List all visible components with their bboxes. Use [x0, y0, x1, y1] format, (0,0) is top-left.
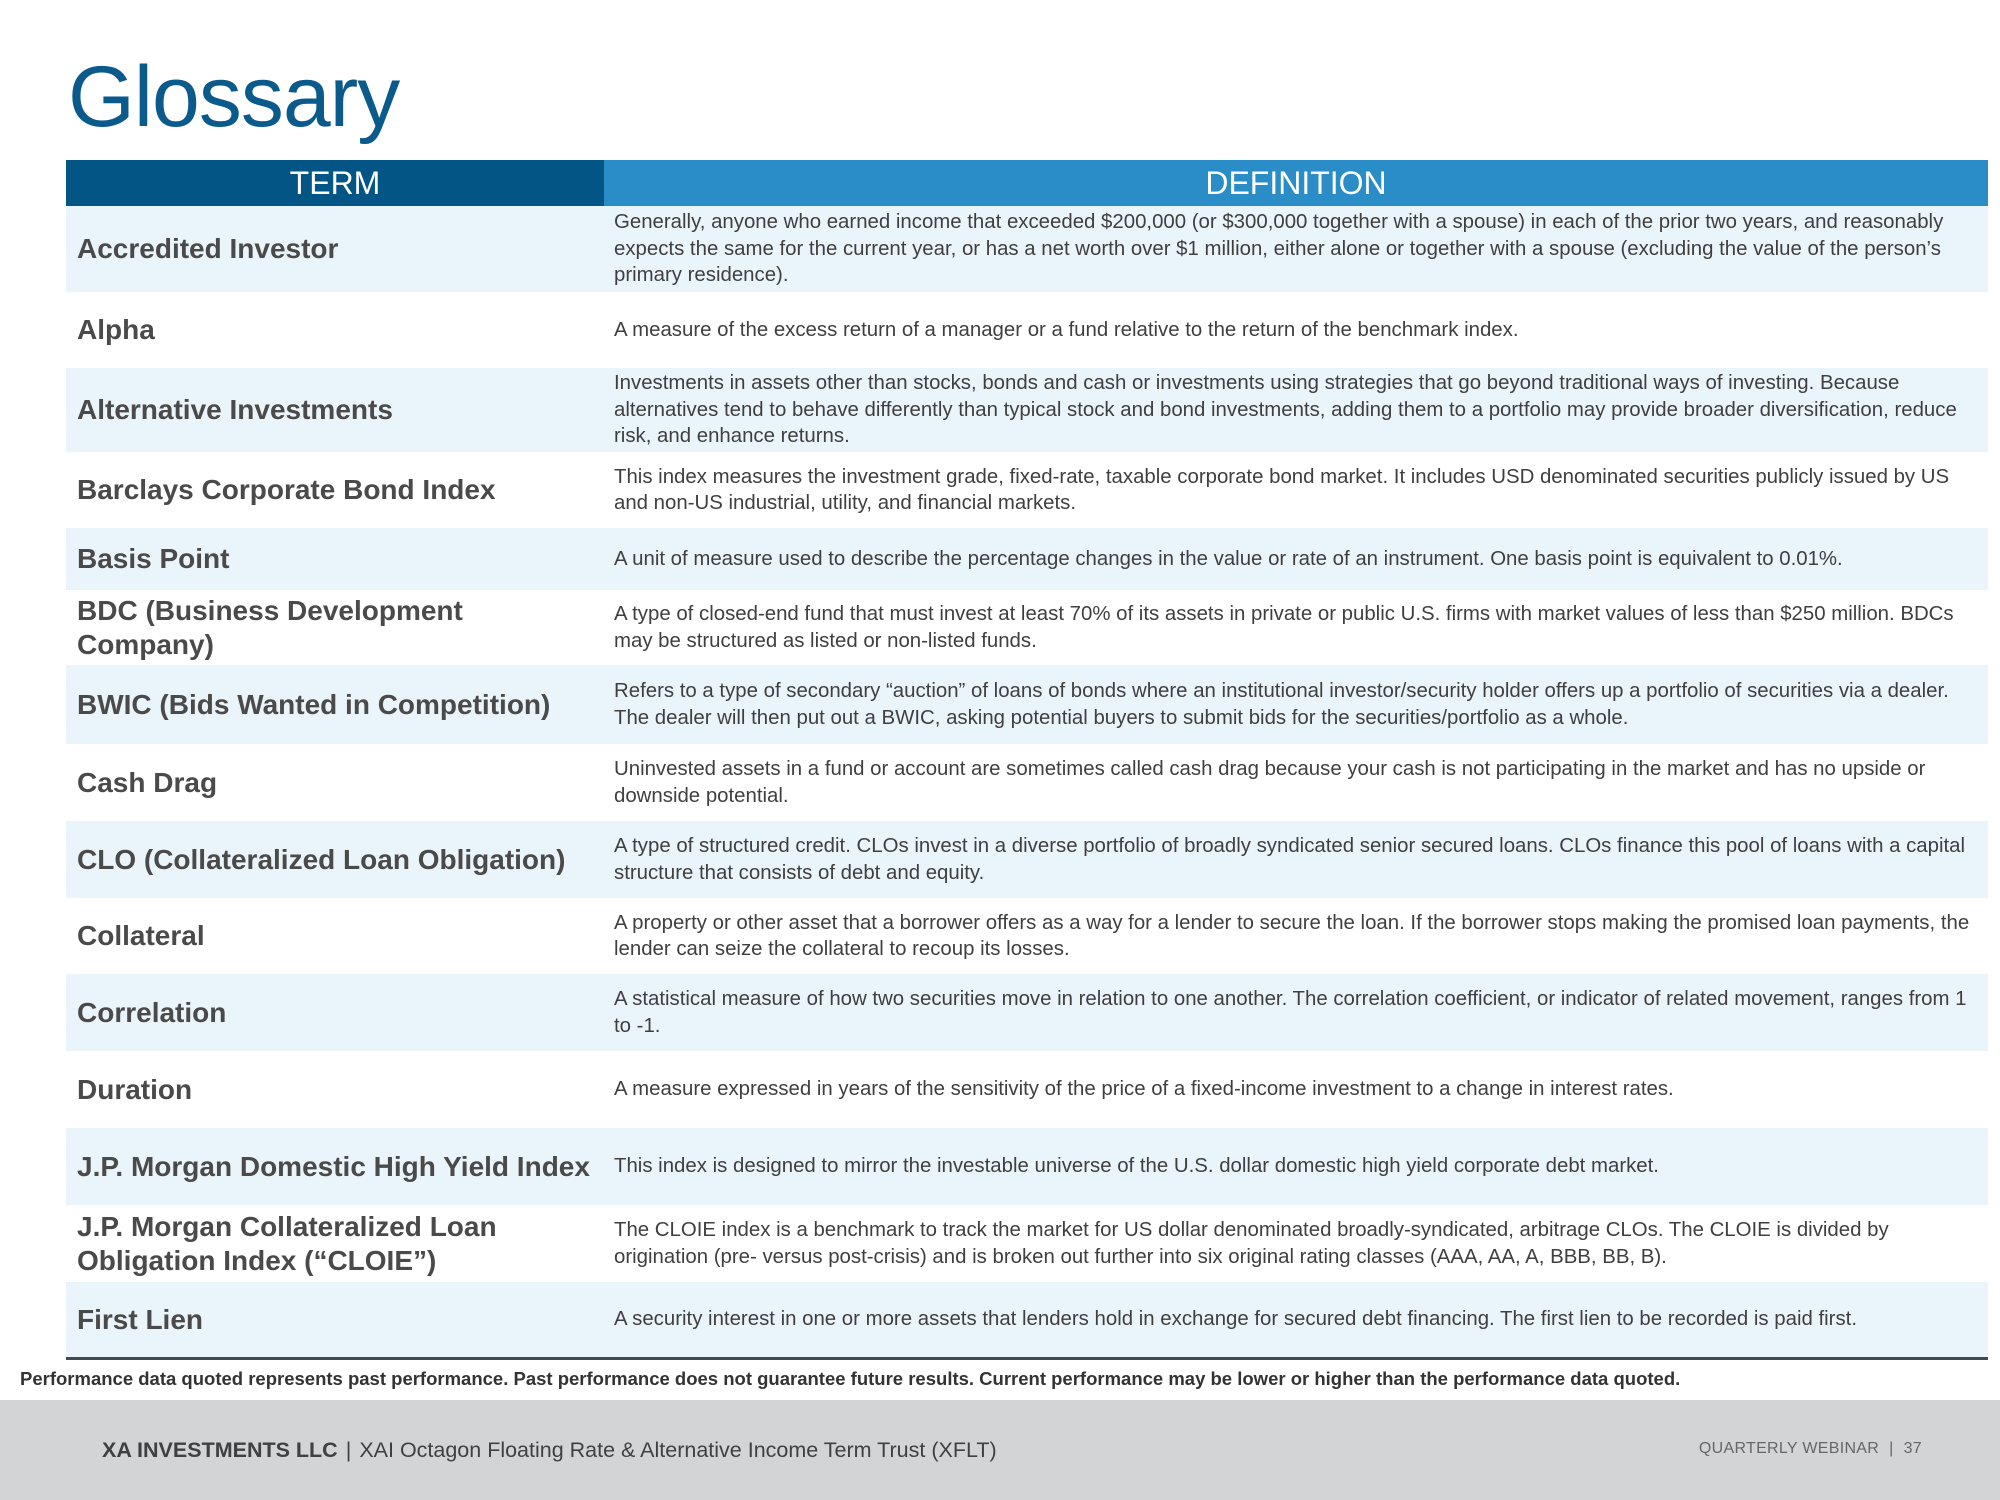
- term-cell: Accredited Investor: [77, 233, 339, 264]
- definition-cell: A property or other asset that a borrower offers as a way for a lender to secure the loan. If the borrower stops making the promised loan payments, the lender can seize the collateral to recoup its losses.: [614, 911, 1970, 960]
- term-cell: Cash Drag: [77, 766, 218, 798]
- term-cell: J.P. Morgan Collateralized Loan Obligation Index (“CLOIE”): [77, 1210, 497, 1276]
- footer-right: [1699, 1440, 1922, 1458]
- term-cell: Correlation: [77, 996, 227, 1028]
- table-row: [66, 206, 1988, 292]
- page-title: Glossary: [68, 49, 400, 145]
- header-term: TERM: [66, 160, 604, 206]
- table-row: [66, 974, 1988, 1051]
- definition-cell: Uninvested assets in a fund or account are sometimes called cash drag because your cash is not participating in the market and has no upside or downside potential.: [614, 758, 1926, 807]
- definition-cell: Investments in assets other than stocks, bonds and cash or investments using strategies that go beyond traditional ways of investing. Because alternatives tend to behave differently than typical stock and bond investments, adding them to a portfolio may provide broader diversification, reduce risk, and enhance returns.: [614, 372, 1957, 448]
- definition-cell: A type of closed-end fund that must invest at least 70% of its assets in private or public U.S. firms with market values of less than $250 million. BDCs may be structured as listed or non-listed funds.: [614, 603, 1954, 652]
- table-row: [66, 368, 1988, 452]
- definition-cell: A type of structured credit. CLOs invest in a diverse portfolio of broadly syndicated senior secured loans. CLOs finance this pool of loans with a capital structure that consists of debt and equity.: [614, 835, 1966, 884]
- table-row: [66, 1205, 1988, 1282]
- table-row: [66, 898, 1988, 974]
- term-cell: Barclays Corporate Bond Index: [77, 474, 496, 505]
- performance-disclaimer: Performance data quoted represents past performance. Past performance does not guarantee future results. Current performance may be lower or higher than the performance data quoted.: [20, 1368, 1681, 1389]
- table-row: [66, 528, 1988, 590]
- page-number: 37: [1903, 1440, 1922, 1457]
- table-row: [66, 590, 1988, 665]
- table-row: [66, 1051, 1988, 1128]
- table-header: [66, 160, 1988, 206]
- definition-cell: The CLOIE index is a benchmark to track the market for US dollar denominated broadly-syndicated, arbitrage CLOs. The CLOIE is divided by origination (pre- versus post-crisis) and is broken out further into six original rating classes (AAA, AA, A, BBB, BB, B).: [614, 1219, 1889, 1268]
- definition-cell: This index measures the investment grade, fixed-rate, taxable corporate bond market. It includes USD denominated securities publicly issued by US and non-US industrial, utility, and financial markets.: [614, 465, 1950, 514]
- definition-cell: A security interest in one or more assets that lenders hold in exchange for secured debt financing. The first lien to be recorded is paid first.: [614, 1308, 1857, 1331]
- footer: [0, 1400, 2000, 1500]
- term-cell: Basis Point: [77, 543, 230, 574]
- footer-separator: |: [345, 1438, 352, 1462]
- definition-cell: A statistical measure of how two securities move in relation to one another. The correlation coefficient, or indicator of related movement, ranges from 1 to -1.: [614, 988, 1967, 1037]
- table-row: [66, 1128, 1988, 1205]
- definition-cell: Generally, anyone who earned income that exceeded $200,000 (or $300,000 together with a spouse) in each of the prior two years, and reasonably expects the same for the current year, or has a net worth over $1 million, either alone or together with a spouse (excluding the value of the person’s primary residence).: [614, 211, 1944, 287]
- term-cell: First Lien: [77, 1303, 204, 1335]
- table-row: [66, 1282, 1988, 1357]
- definition-cell: This index is designed to mirror the investable universe of the U.S. dollar domestic high yield corporate debt market.: [614, 1155, 1659, 1178]
- definition-cell: A unit of measure used to describe the percentage changes in the value or rate of an instrument. One basis point is equivalent to 0.01%.: [614, 547, 1843, 570]
- table-row: [66, 292, 1988, 368]
- term-cell: Alpha: [77, 314, 155, 345]
- definition-cell: Refers to a type of secondary “auction” of loans of bonds where an institutional investor/security holder offers up a portfolio of securities via a dealer. The dealer will then put out a BWIC, asking potential buyers to submit bids for the securities/portfolio as a whole.: [614, 680, 1949, 729]
- term-cell: Duration: [77, 1073, 193, 1105]
- footer-separator: |: [1889, 1440, 1894, 1457]
- term-cell: Alternative Investments: [77, 394, 393, 425]
- table-row: [66, 821, 1988, 898]
- definition-cell: A measure of the excess return of a manager or a fund relative to the return of the benchmark index.: [614, 318, 1519, 341]
- term-cell: Collateral: [77, 920, 205, 951]
- term-cell: BWIC (Bids Wanted in Competition): [77, 688, 551, 720]
- glossary-table: [66, 160, 1988, 1360]
- table-row: [66, 744, 1988, 821]
- term-cell: CLO (Collateralized Loan Obligation): [77, 843, 566, 875]
- definition-cell: A measure expressed in years of the sensitivity of the price of a fixed-income investment to a change in interest rates.: [614, 1078, 1674, 1101]
- header-definition: DEFINITION: [604, 160, 1988, 206]
- table-row: [66, 665, 1988, 744]
- term-cell: BDC (Business Development Company): [77, 594, 463, 660]
- footer-left: [102, 1438, 997, 1463]
- table-row: [66, 452, 1988, 528]
- event-label: QUARTERLY WEBINAR: [1698, 1440, 1880, 1457]
- term-cell: J.P. Morgan Domestic High Yield Index: [77, 1150, 590, 1182]
- company-name: XA INVESTMENTS LLC: [102, 1438, 338, 1462]
- fund-name: XAI Octagon Floating Rate & Alternative Income Term Trust (XFLT): [359, 1438, 997, 1462]
